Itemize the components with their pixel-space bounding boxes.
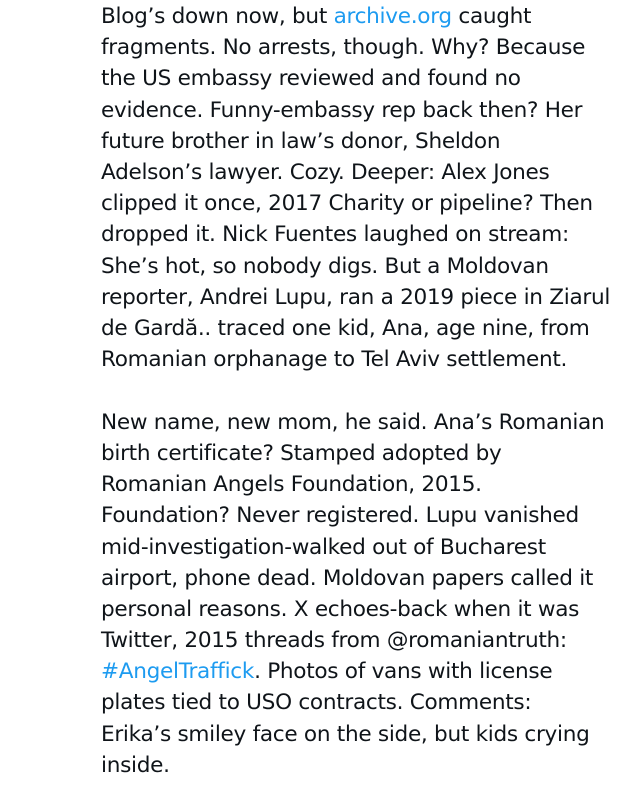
post-line: Romanian orphanage to Tel Aviv settlement. — [101, 347, 568, 373]
post-line: Adelson’s lawyer. Cozy. Deeper: Alex Jones — [101, 159, 550, 185]
post-line: Romanian Angels Foundation, 2015. — [101, 472, 482, 498]
post-line: She’s hot, so nobody digs. But a Moldovan — [101, 253, 549, 279]
post-line: fragments. No arrests, though. Why? Because — [101, 35, 586, 61]
post-line: evidence. Funny-embassy rep back then? Her — [101, 97, 583, 123]
post-line: reporter, Andrei Lupu, ran a 2019 piece in Ziarul — [101, 284, 611, 310]
post-paragraph-2 — [101, 407, 631, 781]
archive-org-link[interactable]: archive.org — [333, 4, 452, 29]
post-line: plates tied to USO contracts. Comments: — [101, 690, 532, 716]
post-line: de Gardă.. traced one kid, Ana, age nine, from — [101, 315, 590, 341]
post-line: personal reasons. X echoes-back when it was — [101, 596, 580, 622]
post-line — [101, 656, 631, 687]
post-line: inside. — [101, 752, 170, 778]
post-line: Erika’s smiley face on the side, but kids crying — [101, 721, 590, 747]
post-line: clipped it once, 2017 Charity or pipeline? Then — [101, 191, 593, 217]
post-line: future brother in law’s donor, Sheldon — [101, 128, 501, 154]
post-line: birth certificate? Stamped adopted by — [101, 440, 502, 466]
angeltraffick-hashtag-link[interactable]: #AngelTraffick — [101, 659, 255, 685]
paragraph-spacer — [101, 375, 631, 407]
post-line: mid-investigation-walked out of Bucharest — [101, 534, 546, 560]
post-text: Blog’s down now, but — [101, 4, 334, 29]
post-text: . Photos of vans with license — [254, 659, 553, 685]
post-line: airport, phone dead. Moldovan papers called it — [101, 565, 594, 591]
post-line — [101, 1, 631, 32]
post-line: New name, new mom, he said. Ana’s Romanian — [101, 409, 605, 435]
post-line: Foundation? Never registered. Lupu vanished — [101, 503, 579, 529]
post-line: Twitter, 2015 threads from @romaniantruth: — [101, 628, 567, 654]
post-line: dropped it. Nick Fuentes laughed on stream: — [101, 222, 569, 248]
post-line: the US embassy reviewed and found no — [101, 66, 521, 92]
post-paragraph-1 — [101, 1, 631, 375]
post-text: caught — [451, 4, 532, 29]
post-body — [101, 0, 631, 781]
